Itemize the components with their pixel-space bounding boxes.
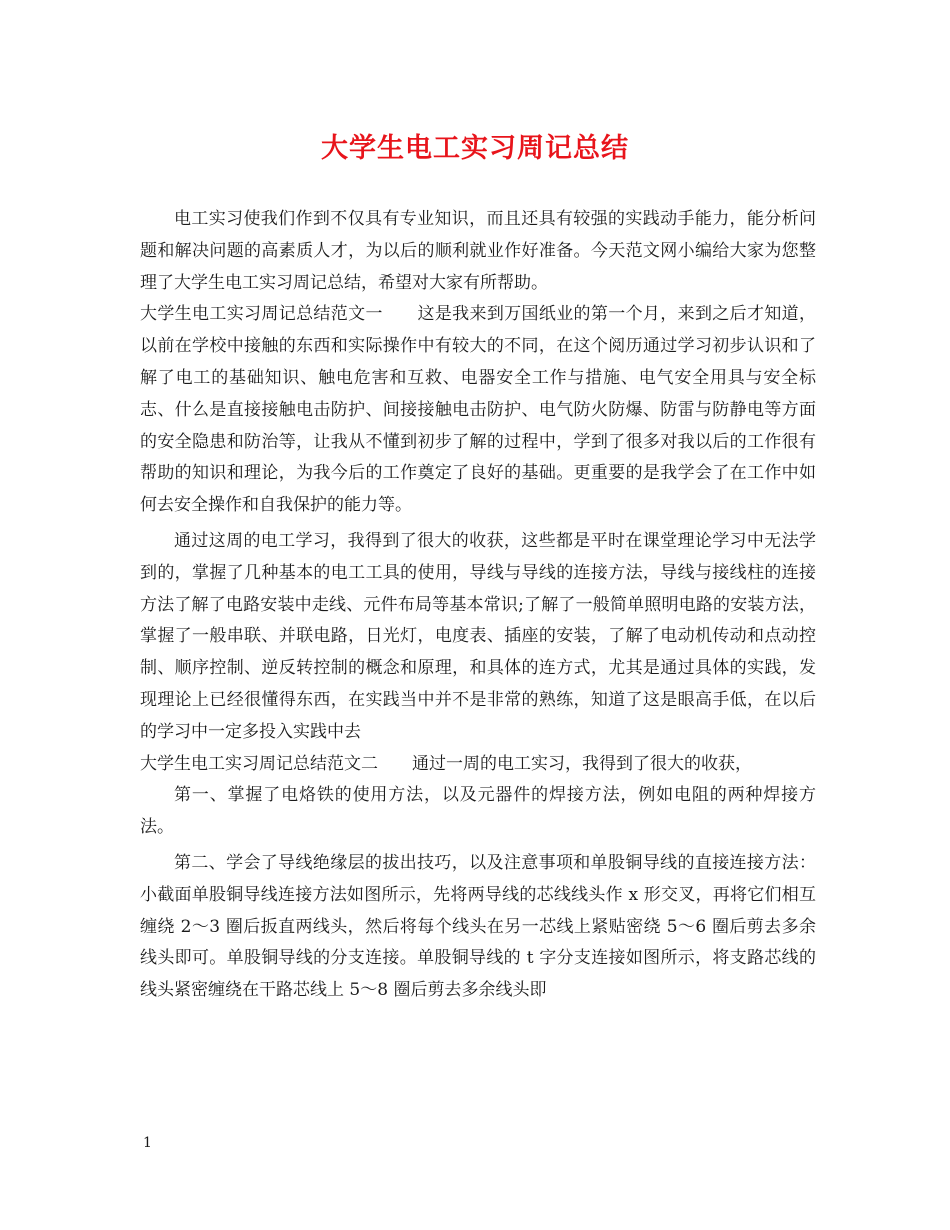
paragraph-weekly-study: 通过这周的电工学习，我得到了很大的收获，这些都是平时在课堂理论学习中无法学到的，掌握了几种基本的电工工具的使用，导线与导线的连接方法，导线与接线柱的连接方法了解了电路安装中走线、元件布局等基本常识;了解了一般简单照明电路的安装方法，掌握了一般串联、并联电路，日光灯，电度表、插座的安装，了解了电动机传动和点动控制、顺序控制、逆反转控制的概念和原理，和具体的连方式，尤其是通过具体的实践，发现理论上已经很懂得东西，在实践当中并不是非常的熟练，知道了这是眼高手低，在以后的学习中一定多投入实践中去 — [140, 530, 816, 742]
paragraph-intro: 电工实习使我们作到不仅具有专业知识，而且还具有较强的实践动手能力，能分析问题和解决问题的高素质人才，为以后的顺利就业作好准备。今天范文网小编给大家为您整理了大学生电工实习周记总结，希望对大家有所帮助。 — [140, 209, 816, 293]
document-title: 大学生电工实习周记总结 — [321, 133, 629, 164]
paragraph-sample-two: 大学生电工实习周记总结范文二 通过一周的电工实习，我得到了很大的收获， — [140, 753, 752, 774]
paragraph-second-point: 第二、学会了导线绝缘层的拔出技巧，以及注意事项和单股铜导线的直接连接方法：小截面单股铜导线连接方法如图所示，先将两导线的芯线线头作 x 形交叉，再将它们相互缠绕 2～3 圈后扳直两线头，然后将每个线头在另一芯线上紧贴密绕 5～6 圈后剪去多余线头即可。单股铜导线的分支连接。单股铜导线的 t 字分支连接如图所示，将支路芯线的线头紧密缠绕在干路芯线上 5～8 圈后剪去多余线头即 — [140, 852, 816, 1001]
paragraph-sample-one: 大学生电工实习周记总结范文一 这是我来到万国纸业的第一个月，来到之后才知道，以前在学校中接触的东西和实际操作中有较大的不同，在这个阅历通过学习初步认识和了解了电工的基础知识、触电危害和互救、电器安全工作与措施、电气安全用具与安全标志、什么是直接接触电击防护、间接接触电击防护、电气防火防爆、防雷与防静电等方面的安全隐患和防治等，让我从不懂到初步了解的过程中，学到了很多对我以后的工作很有帮助的知识和理论，为我今后的工作奠定了良好的基础。更重要的是我学会了在工作中如何去安全操作和自我保护的能力等。 — [140, 304, 816, 516]
document-body — [140, 204, 816, 1007]
paragraph-first-point: 第一、掌握了电烙铁的使用方法，以及元器件的焊接方法，例如电阻的两种焊接方法。 — [140, 785, 816, 838]
page-number: 1 — [143, 1135, 152, 1151]
